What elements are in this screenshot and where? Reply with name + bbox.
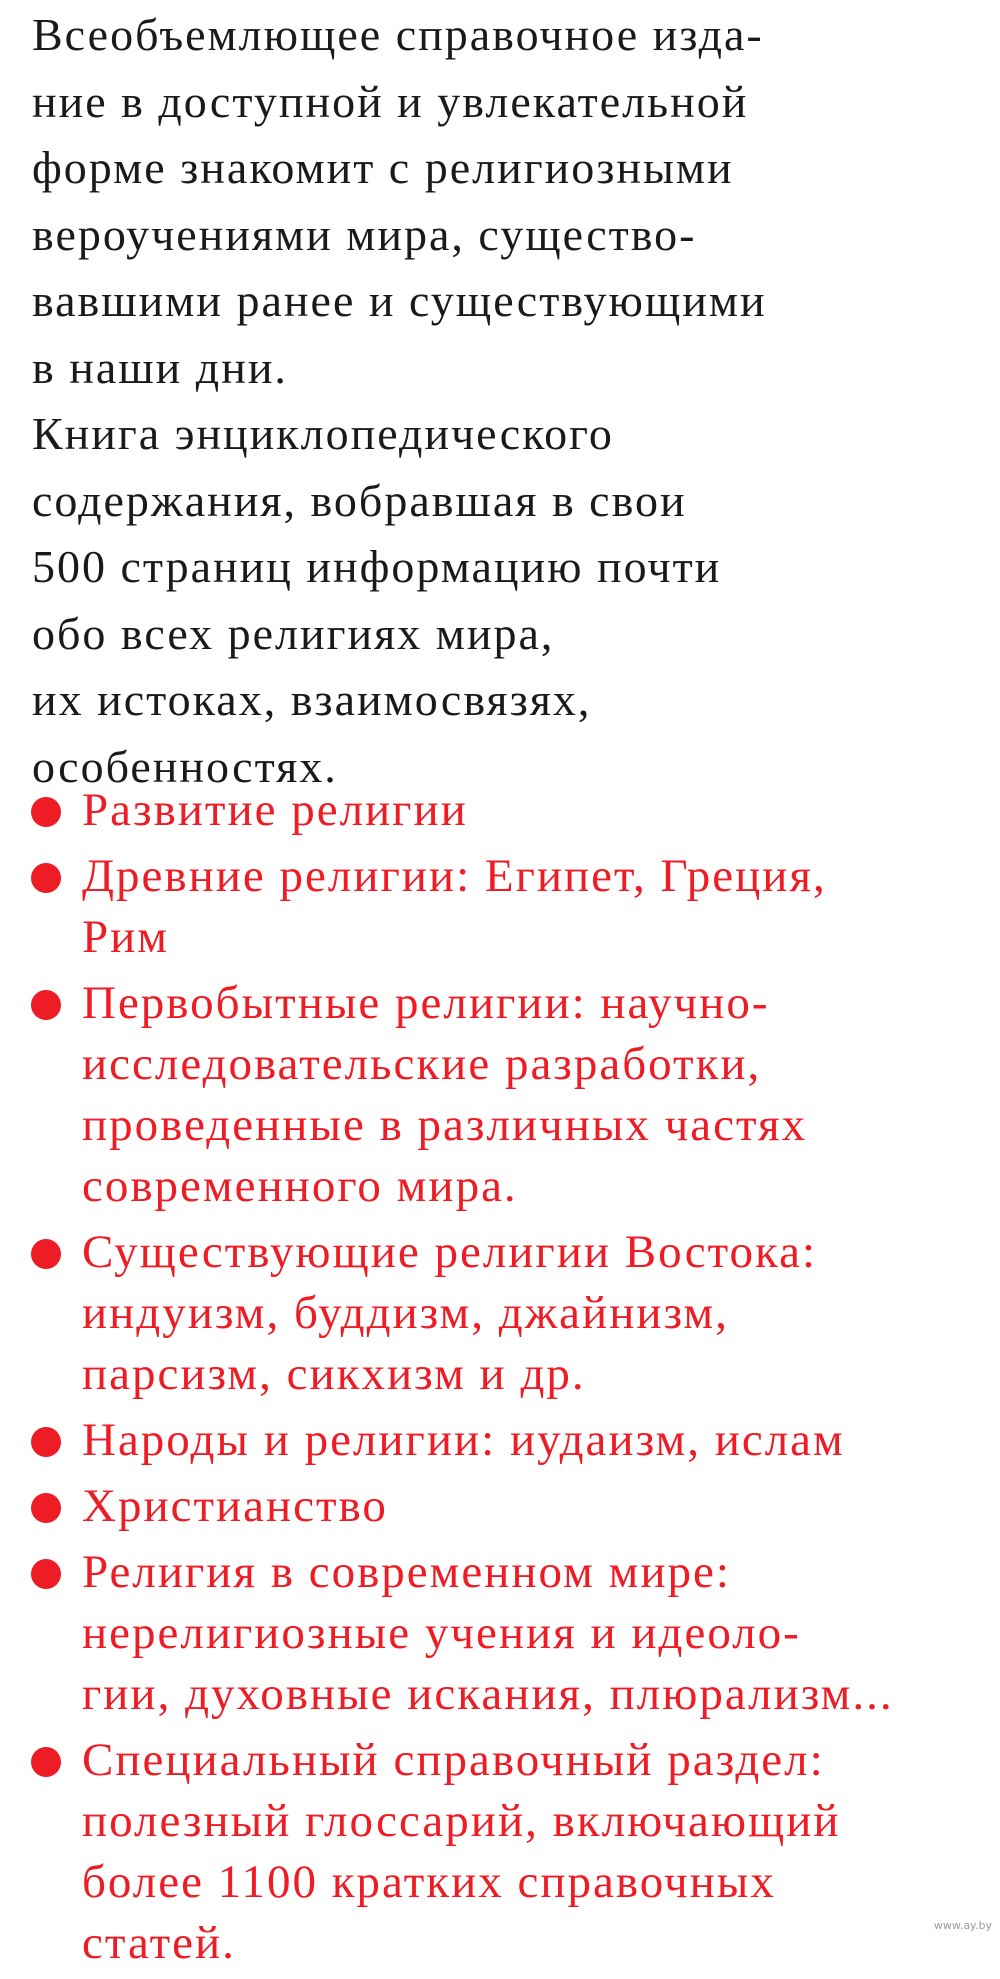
red-dot-bullet-icon — [31, 1239, 61, 1269]
feature-line: Народы и религии: иудаизм, ислам — [82, 1414, 845, 1466]
red-dot-bullet-icon — [31, 990, 61, 1020]
intro-line: в наши дни. — [32, 341, 288, 393]
feature-line: Христианство — [82, 1480, 388, 1532]
intro-line: содержания, вобравшая в свои — [32, 474, 687, 526]
feature-item — [0, 973, 1000, 1217]
feature-line: Развитие религии — [82, 784, 468, 836]
intro-line: Книга энциклопедического — [32, 408, 614, 459]
feature-list — [0, 780, 1000, 1979]
red-dot-bullet-icon — [31, 1747, 61, 1777]
feature-item — [0, 1730, 1000, 1974]
intro-line: обо всех религиях мира, — [32, 607, 555, 659]
feature-item — [0, 846, 1000, 968]
red-dot-bullet-icon — [31, 1493, 61, 1523]
feature-item — [0, 1476, 1000, 1537]
feature-line: полезный глоссарий, включающий — [82, 1795, 841, 1847]
feature-line: статей. — [82, 1917, 236, 1969]
feature-line: Специальный справочный раздел: — [82, 1734, 825, 1786]
intro-line: ние в доступной и увлекательной — [32, 75, 749, 127]
feature-line: проведенные в различных частях — [82, 1099, 808, 1151]
feature-line: современного мира. — [82, 1160, 518, 1212]
feature-line: более 1100 кратких справочных — [82, 1856, 776, 1908]
intro-line: особенностях. — [32, 740, 338, 792]
red-dot-bullet-icon — [31, 1427, 61, 1457]
feature-line: нерелигиозные учения и идеоло- — [82, 1607, 801, 1659]
feature-item — [0, 1410, 1000, 1471]
feature-line: Религия в современном мире: — [82, 1546, 731, 1598]
red-dot-bullet-icon — [31, 863, 61, 893]
intro-paragraph — [32, 2, 972, 800]
intro-line: форме знакомит с религиозными — [32, 142, 734, 193]
red-dot-bullet-icon — [31, 797, 61, 827]
feature-line: Первобытные религии: научно- — [82, 977, 770, 1029]
intro-line: 500 страниц информацию почти — [32, 541, 722, 592]
red-dot-bullet-icon — [31, 1559, 61, 1589]
watermark: www.ay.by — [933, 1919, 992, 1932]
feature-line: Рим — [82, 911, 170, 963]
intro-line: вероучениями мира, существо- — [32, 208, 697, 260]
intro-line: Всеобъемлющее справочное изда- — [32, 9, 764, 60]
feature-item — [0, 1222, 1000, 1405]
feature-line: гии, духовные искания, плюрализм... — [82, 1668, 894, 1720]
feature-line: исследовательские разработки, — [82, 1038, 762, 1090]
feature-item — [0, 780, 1000, 841]
feature-line: Существующие религии Востока: — [82, 1226, 818, 1278]
feature-line: Древние религии: Египет, Греция, — [82, 850, 827, 902]
intro-line: вавшими ранее и существующими — [32, 275, 767, 326]
feature-item — [0, 1542, 1000, 1725]
feature-line: парсизм, сикхизм и др. — [82, 1348, 586, 1400]
intro-line: их истоках, взаимосвязях, — [32, 674, 592, 725]
feature-line: индуизм, буддизм, джайнизм, — [82, 1287, 729, 1339]
